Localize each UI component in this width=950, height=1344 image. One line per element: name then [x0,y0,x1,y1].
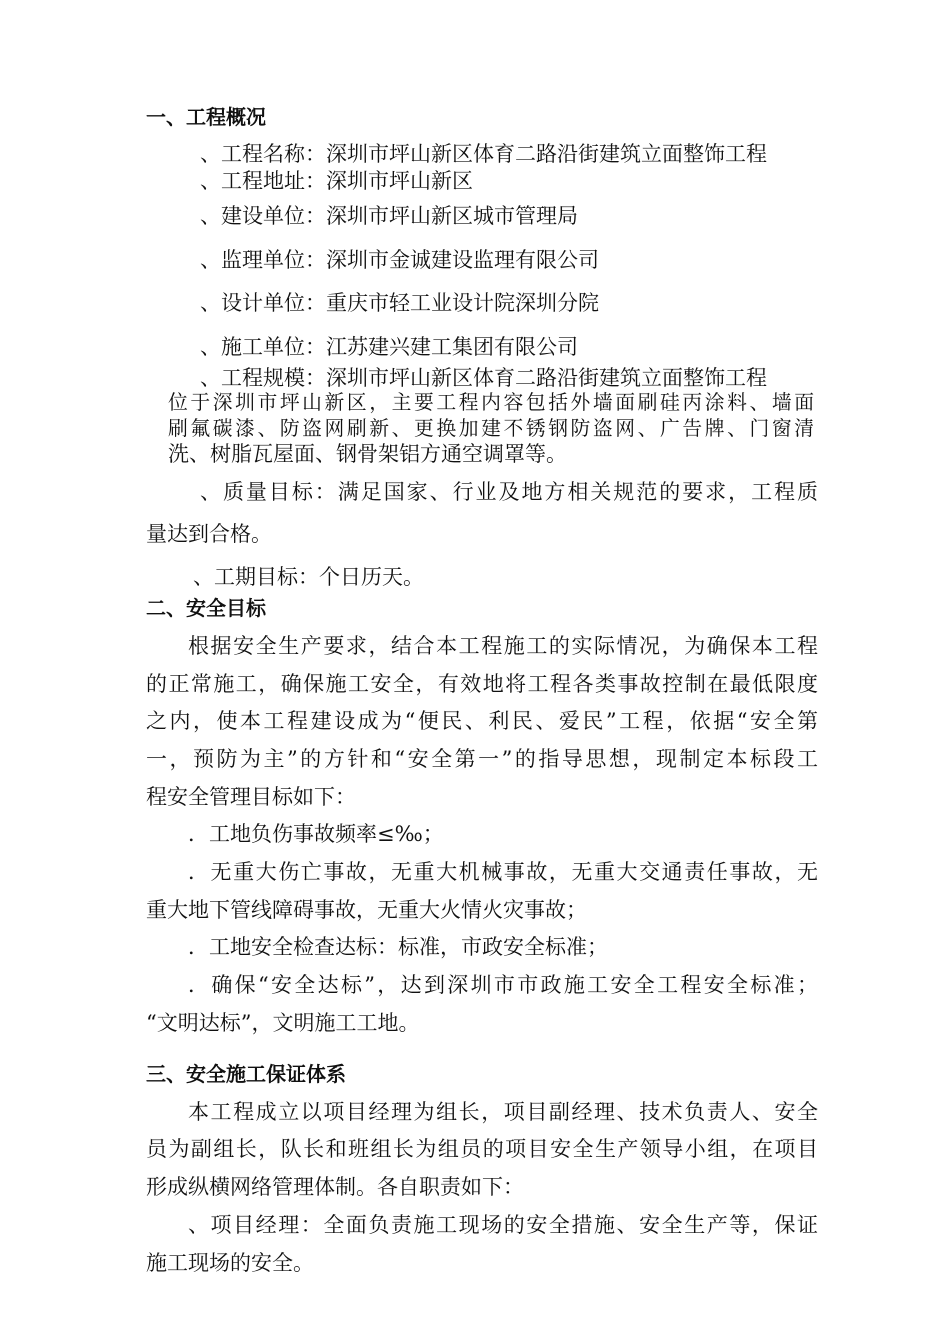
paragraph-line: 程安全管理目标如下： [146,785,356,809]
safety-goal-item: ．工地负伤事故频率≤‰； [188,822,444,846]
paragraph-line: 施工现场的安全。 [146,1251,314,1275]
section-heading-safety-system: 三、安全施工保证体系 [146,1062,346,1086]
paragraph-line: 一，预防为主”的方针和“安全第一”的指导思想，现制定本标段工 [146,747,818,771]
paragraph-line: 刷氟碳漆、防盗网刷新、更换加建不锈钢防盗网、广告牌、门窗清 [168,417,814,440]
safety-goal-item: ．工地安全检查达标：标准，市政安全标准； [188,935,608,959]
project-name-line: 、工程名称：深圳市坪山新区体育二路沿街建筑立面整饰工程 [200,142,767,166]
paragraph-line: 、工程规模：深圳市坪山新区体育二路沿街建筑立面整饰工程 [200,366,767,390]
supervisor-unit-line: 、监理单位：深圳市金诚建设监理有限公司 [200,248,599,272]
section-heading-safety-goals: 二、安全目标 [146,596,266,620]
paragraph-line: 之内，使本工程建设成为“便民、利民、爱民”工程，依据“安全第 [146,709,818,733]
paragraph-line: ．无重大伤亡事故，无重大机械事故，无重大交通责任事故，无 [188,860,818,884]
paragraph-line: 员为副组长，队长和班组长为组员的项目安全生产领导小组，在项目 [146,1137,818,1161]
paragraph-line: 根据安全生产要求，结合本工程施工的实际情况，为确保本工程 [188,634,818,658]
construction-unit-line: 、施工单位：江苏建兴建工集团有限公司 [200,335,578,359]
paragraph-line: 重大地下管线障碍事故，无重大火情火灾事故； [146,898,587,922]
project-address-line: 、工程地址：深圳市坪山新区 [200,169,473,193]
duration-target-line: 、工期目标：个日历天。 [193,565,424,589]
paragraph-line: 量达到合格。 [146,522,272,546]
owner-unit-line: 、建设单位：深圳市坪山新区城市管理局 [200,204,578,228]
paragraph-line: 、质量目标：满足国家、行业及地方相关规范的要求，工程质 [200,480,818,504]
paragraph-line: 位于深圳市坪山新区，主要工程内容包括外墙面刷硅丙涂料、墙面 [168,391,814,414]
paragraph-line: 的正常施工，确保施工安全，有效地将工程各类事故控制在最低限度 [146,672,818,696]
paragraph-line: ．确保“安全达标”，达到深圳市市政施工安全工程安全标准； [188,973,818,997]
design-unit-line: 、设计单位：重庆市轻工业设计院深圳分院 [200,291,599,315]
paragraph-line: 形成纵横网络管理体制。各自职责如下： [146,1175,524,1199]
paragraph-line: 洗、树脂瓦屋面、钢骨架铝方通空调罩等。 [168,442,567,466]
paragraph-line: “文明达标”，文明施工工地。 [146,1011,420,1035]
paragraph-line: 、项目经理：全面负责施工现场的安全措施、安全生产等，保证 [188,1213,818,1237]
section-heading-overview: 一、工程概况 [146,105,266,129]
paragraph-line: 本工程成立以项目经理为组长，项目副经理、技术负责人、安全 [188,1100,818,1124]
